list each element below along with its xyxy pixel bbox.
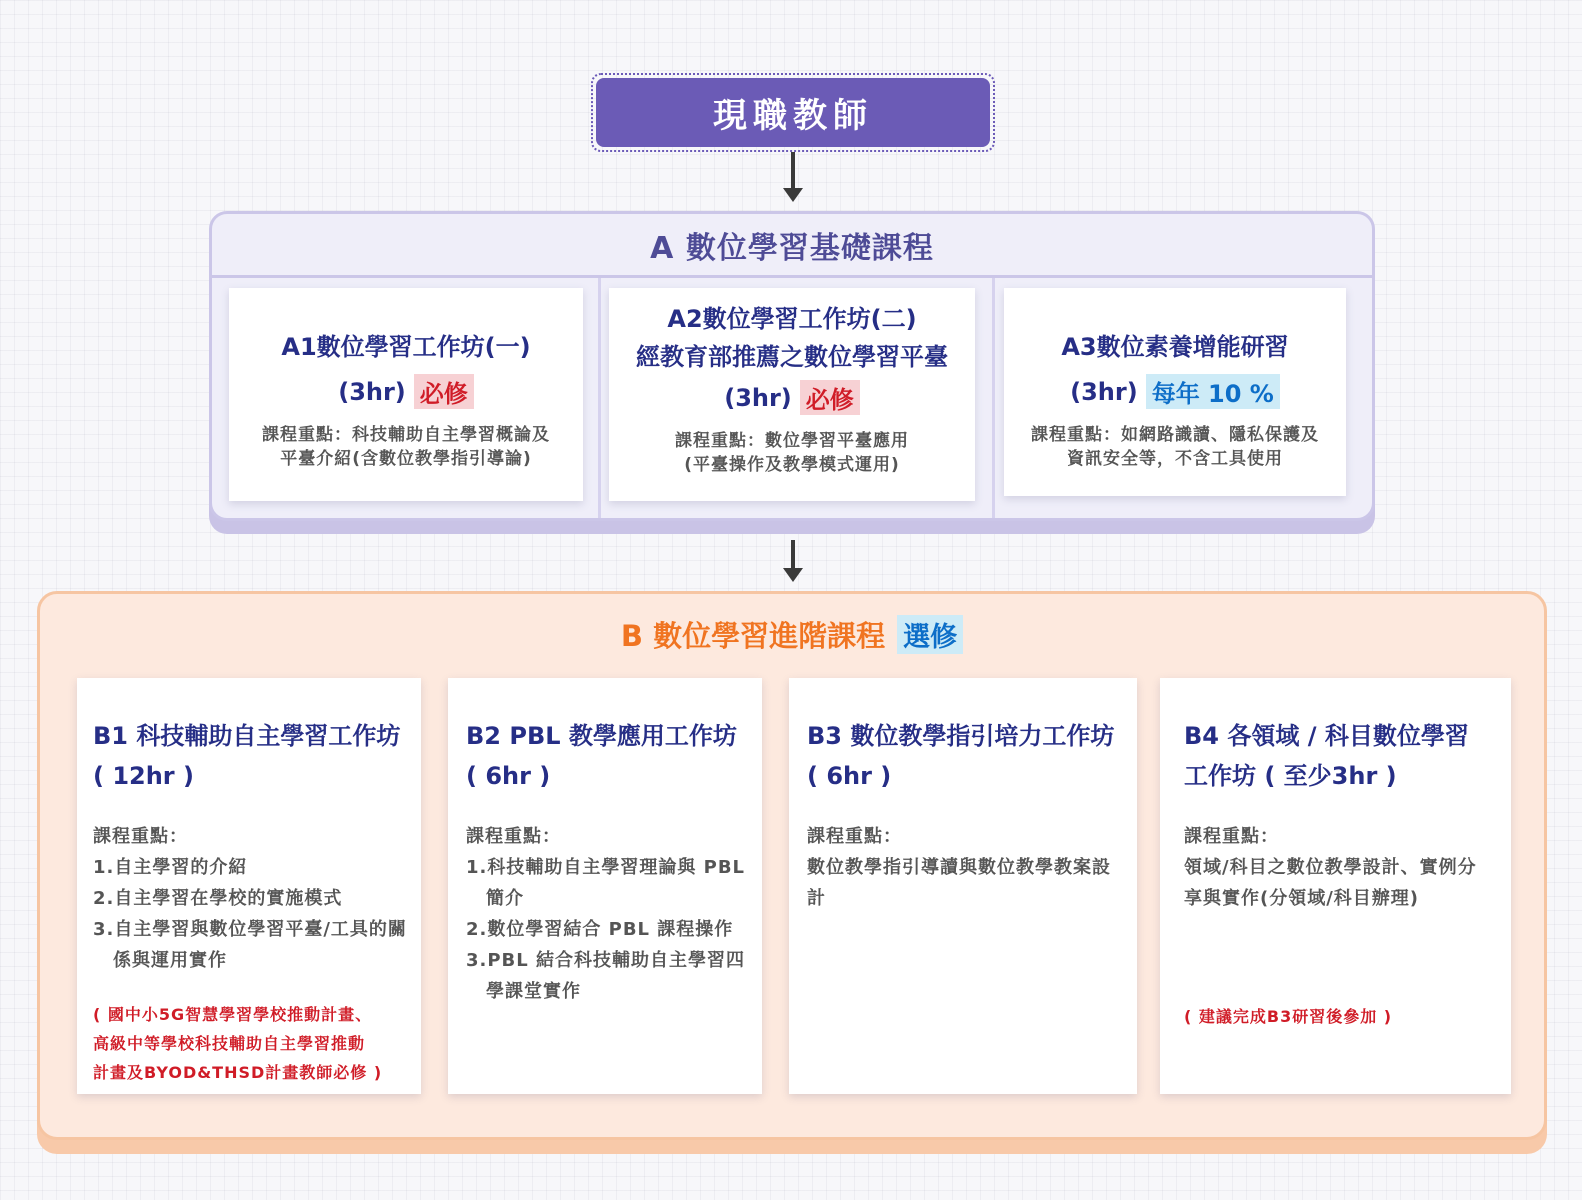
section-a-divider [598,278,601,521]
course-description-line: 課程重點：數位學習平臺應用 [675,431,909,451]
course-description-line: 平臺介紹(含數位教學指引導論) [280,449,532,469]
required-badge: 必修 [800,380,860,415]
course-credit-row [1070,374,1280,409]
course-description [1031,423,1319,471]
course-title-line: B1 科技輔助自主學習工作坊 [93,722,401,750]
course-credit-row [724,380,860,415]
course-hours: (3hr) [338,377,406,406]
elective-badge: 選修 [897,615,963,654]
course-title: 經教育部推薦之數位學習平臺 [636,343,948,371]
course-focus-label: 課程重點： [807,826,902,847]
course-card-b3 [789,678,1137,1094]
course-note-line: ( 國中小5G智慧學習學校推動計畫、 [93,1005,373,1024]
section-b-title-text: B 數位學習進階課程 [620,619,886,653]
required-badge: 必修 [414,374,474,409]
course-title: A3數位素養增能研習 [1061,333,1289,361]
section-a-title [212,214,1372,278]
course-title-line: B2 PBL 教學應用工作坊 [466,722,737,750]
list-item: 2.自主學習在學校的實施模式 [93,888,343,909]
course-card-b1 [77,678,421,1094]
list-item: 1.科技輔助自主學習理論與 PBL 簡介 [466,857,746,909]
course-card-a2 [609,288,975,501]
course-focus-label: 課程重點： [1184,826,1279,847]
list-item: 1.自主學習的介紹 [93,857,248,878]
course-focus-list [807,852,1137,914]
section-b-panel [37,591,1547,1140]
section-a-panel [209,211,1375,521]
top-node-label: 現職教師 [713,96,873,136]
course-credit-row [338,374,474,409]
course-title-line: B3 數位教學指引培力工作坊 [807,722,1115,750]
course-note [1184,1002,1511,1031]
course-description-line: 課程重點：科技輔助自主學習概論及 [262,425,550,445]
list-item: 3.自主學習與數位學習平臺/工具的關係與運用實作 [93,919,407,971]
section-a-divider [992,278,995,521]
course-note-line: 高級中等學校科技輔助自主學習推動 [93,1034,366,1053]
arrow-head-2 [783,568,803,582]
course-card-a1 [229,288,583,501]
course-title [93,716,421,796]
course-hours: (3hr) [1070,377,1138,406]
course-title-line: 工作坊 ( 至少3hr ) [1184,762,1397,790]
course-title [466,716,762,796]
course-note-line: ( 建議完成B3研習後參加 ) [1184,1007,1393,1026]
course-description [262,423,550,471]
course-card-a3 [1004,288,1346,496]
course-title: A2數位學習工作坊(二) [667,305,917,333]
course-focus-list [466,852,762,1007]
course-description [675,429,909,477]
course-focus-list [93,852,421,976]
course-title-line: B4 各領域 / 科目數位學習 [1184,722,1469,750]
top-node-current-teachers [596,78,990,147]
list-item: 領域/科目之數位教學設計、實例分享與實作(分領域/科目辦理) [1184,857,1477,909]
course-title-line: ( 12hr ) [93,762,194,790]
course-note-line: 計畫及BYOD&THSD計畫教師必修 ) [93,1063,383,1082]
arrow-head-1 [783,188,803,202]
arrow-line-1 [791,152,795,190]
section-b-title [40,614,1544,655]
list-item: 數位教學指引導讀與數位教學教案設計 [807,857,1111,909]
course-hours: (3hr) [724,383,792,412]
course-focus-label: 課程重點： [466,826,561,847]
list-item: 3.PBL 結合科技輔助自主學習四學課堂實作 [466,950,746,1002]
course-card-b4 [1160,678,1511,1094]
section-a-title-text: A 數位學習基礎課程 [650,230,934,266]
course-title-line: ( 6hr ) [807,762,892,790]
list-item: 2.數位學習結合 PBL 課程操作 [466,919,734,940]
arrow-line-2 [791,540,795,570]
course-card-b2 [448,678,762,1094]
course-title [807,716,1137,796]
course-description-line: 資訊安全等，不含工具使用 [1067,449,1283,469]
annual-quota-badge: 每年 10 % [1146,374,1280,409]
course-note [93,1000,421,1087]
course-title [1184,716,1511,796]
course-focus-label: 課程重點： [93,826,188,847]
course-title-line: ( 6hr ) [466,762,551,790]
course-description-line: (平臺操作及教學模式運用) [684,455,900,475]
course-description-line: 課程重點：如網路識讀、隱私保護及 [1031,425,1319,445]
course-title: A1數位學習工作坊(一) [281,333,531,361]
course-focus-list [1184,852,1511,914]
